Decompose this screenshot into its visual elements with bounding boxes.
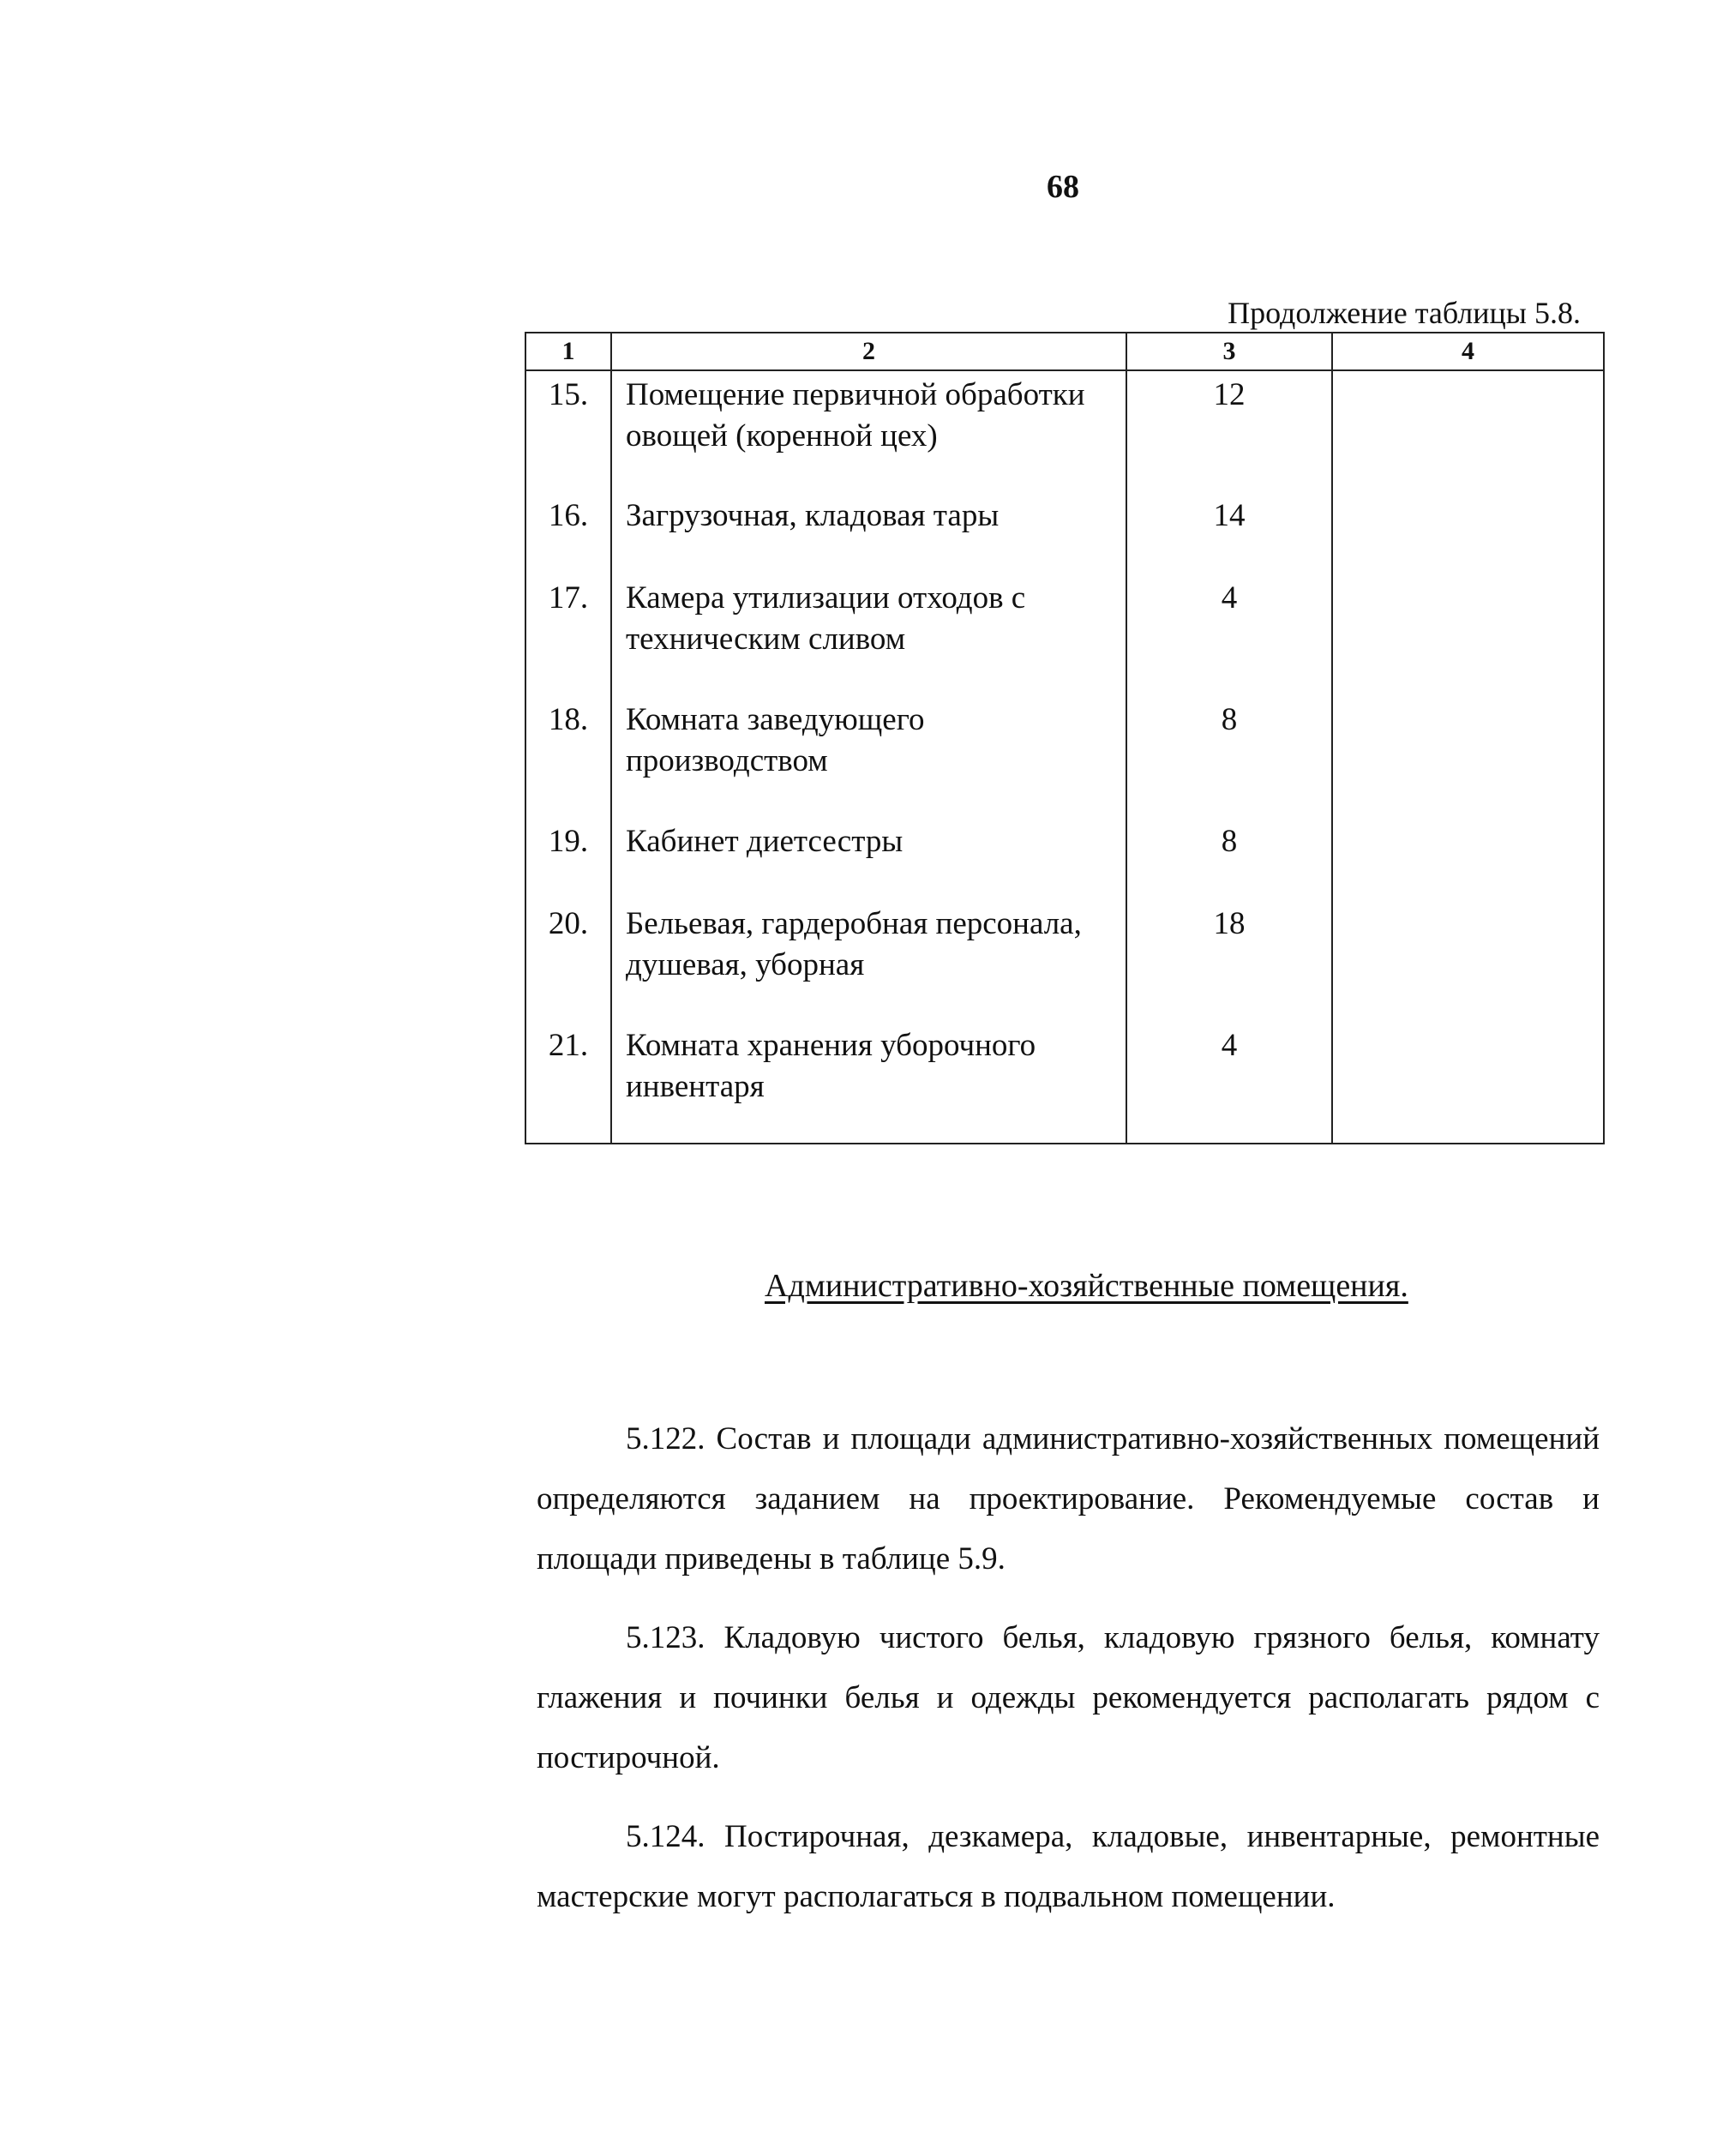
room-area: 8 [1126,818,1332,900]
row-number: 21. [525,1022,611,1144]
table-row [525,574,1604,696]
table-caption: Продолжение таблицы 5.8. [1228,296,1581,330]
room-area: 14 [1126,492,1332,574]
room-name: Камера утилизации отходов с техническим сливом [611,574,1126,696]
room-area: 18 [1126,900,1332,1022]
rooms-table [525,332,1605,1144]
row-note [1332,696,1604,818]
paragraph-5-123: 5.123. Кладовую чистого белья, кладовую грязного белья, комнату глажения и починки белья и одежды рекомендуется располагать рядом с постирочной. [537,1620,1600,1775]
room-name: Помещение первичной обработки овощей (коренной цех) [611,370,1126,492]
table-row [525,818,1604,900]
room-name: Комната заведующего производством [611,696,1126,818]
row-note [1332,818,1604,900]
row-note [1332,1022,1604,1144]
row-number: 20. [525,900,611,1022]
row-number: 15. [525,370,611,492]
column-header-4: 4 [1332,333,1604,370]
room-area: 4 [1126,574,1332,696]
column-header-1: 1 [525,333,611,370]
room-name: Загрузочная, кладовая тары [611,492,1126,574]
room-name: Бельевая, гардеробная персонала, душевая, уборная [611,900,1126,1022]
paragraph-5-124: 5.124. Постирочная, дезкамера, кладовые, инвентарные, ремонтные мастерские могут располагаться в подвальном помещении. [537,1819,1600,1914]
row-note [1332,370,1604,492]
room-name: Комната хранения уборочного инвентаря [611,1022,1126,1144]
section-heading: Административно-хозяйственные помещения. [765,1268,1408,1304]
table-row [525,1022,1604,1144]
column-header-3: 3 [1126,333,1332,370]
table-row [525,900,1604,1022]
room-area: 8 [1126,696,1332,818]
page-number: 68 [1047,169,1079,205]
room-area: 12 [1126,370,1332,492]
row-note [1332,492,1604,574]
table-row [525,696,1604,818]
room-name: Кабинет диетсестры [611,818,1126,900]
row-number: 19. [525,818,611,900]
table-row [525,492,1604,574]
rooms-table-container [525,332,1603,1144]
paragraph-5-122: 5.122. Состав и площади административно-хозяйственных помещений определяются заданием на проектирование. Рекомендуемые состав и площади приведены в таблице 5.9. [537,1421,1600,1576]
row-number: 17. [525,574,611,696]
column-header-2: 2 [611,333,1126,370]
room-area: 4 [1126,1022,1332,1144]
table-row [525,370,1604,492]
row-number: 16. [525,492,611,574]
row-number: 18. [525,696,611,818]
row-note [1332,574,1604,696]
table-header-row [525,333,1604,370]
row-note [1332,900,1604,1022]
